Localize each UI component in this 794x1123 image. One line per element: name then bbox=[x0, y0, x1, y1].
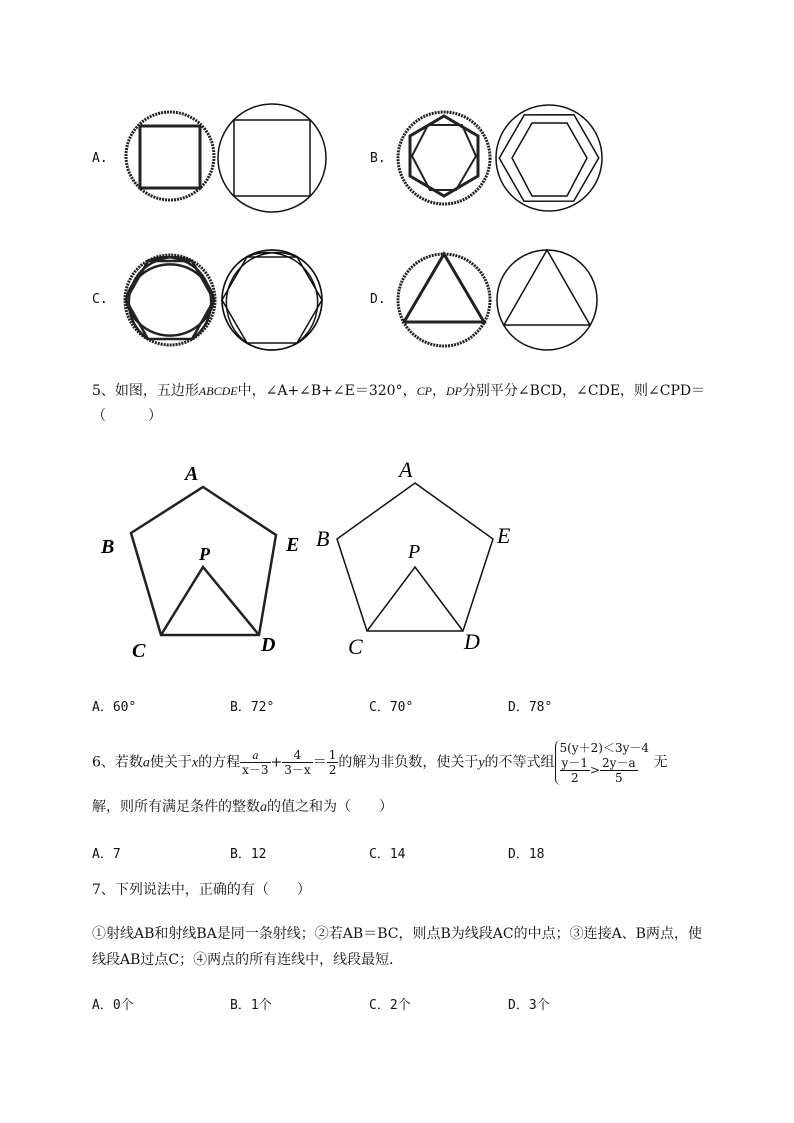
q6-stem-line2: 解，则所有满足条件的整数a的值之和为（ ） bbox=[92, 799, 393, 815]
q7-statements-line1: ①射线AB和射线BA是同一条射线；②若AB＝BC，则点B为线段AC的中点；③连接A、B两点，使 bbox=[92, 926, 702, 942]
q7-title: 7、下列说法中，正确的有（ ） bbox=[92, 882, 311, 898]
q6-option-a: A．7 bbox=[92, 847, 121, 862]
q5-fig2-label-e: E bbox=[497, 523, 511, 548]
q7-option-c: C．2个 bbox=[369, 998, 411, 1013]
q5-fig1-label-e: E bbox=[286, 534, 300, 556]
q4-option-b-figure bbox=[392, 98, 612, 218]
q4-option-a-figure bbox=[118, 98, 338, 218]
q4-option-d-label: D. bbox=[370, 292, 386, 307]
q5-option-b: B．72° bbox=[230, 700, 275, 715]
q6-option-d: D．18 bbox=[508, 847, 545, 862]
q4-option-b-label: B. bbox=[370, 151, 386, 166]
q5-fig1-label-a: A bbox=[185, 463, 199, 485]
q5-fig1-label-b: B bbox=[101, 536, 115, 558]
q7-option-b: B．1个 bbox=[230, 998, 272, 1013]
q6-option-b: B．12 bbox=[230, 847, 267, 862]
q5-figure bbox=[95, 455, 535, 665]
q5-fig2-label-b: B bbox=[316, 526, 330, 551]
q6-stem-line1: 6、若数a使关于x的方程 $\frac{a}{x-3}$ + $\frac{4}{3-x}$ ＝ $\frac{1}{2}$ 的解为非负数，使关于y的不等式组 5(y＋2)＜3y－4 $\frac{y-1}{2}$ > $\frac{2y-a}{5}$ 无 bbox=[92, 741, 668, 785]
q5-fig2-label-a: A bbox=[399, 457, 413, 482]
q5-answer-paren: （ ） bbox=[92, 408, 162, 424]
q5-fig1-label-c: C bbox=[132, 640, 146, 662]
q5-fig2-label-c: C bbox=[348, 634, 363, 659]
q7-option-a: A．0个 bbox=[92, 998, 134, 1013]
q7-option-d: D．3个 bbox=[508, 998, 550, 1013]
q4-option-a-label: A. bbox=[92, 151, 108, 166]
q5-fig2-label-p: P bbox=[408, 541, 421, 563]
q4-option-c-figure bbox=[118, 248, 338, 358]
q5-option-d: D．78° bbox=[508, 700, 553, 715]
q4-option-c-label: C. bbox=[92, 292, 108, 307]
q4-option-d-figure bbox=[392, 245, 612, 355]
q5-stem-line1: 5、如图，五边形ABCDE中，∠A+∠B+∠E＝320°，CP，DP分别平分∠BCD，∠CDE，则∠CPD＝ bbox=[92, 383, 706, 399]
q5-fig2-label-d: D bbox=[464, 629, 480, 654]
q5-fig1-label-d: D bbox=[261, 634, 276, 656]
q6-option-c: C．14 bbox=[369, 847, 406, 862]
q5-option-c: C．70° bbox=[369, 700, 414, 715]
q5-option-a: A．60° bbox=[92, 700, 137, 715]
q7-statements-line2: 线段AB过点C；④两点的所有连线中，线段最短． bbox=[92, 952, 404, 968]
q5-fig1-label-p: P bbox=[199, 544, 210, 564]
